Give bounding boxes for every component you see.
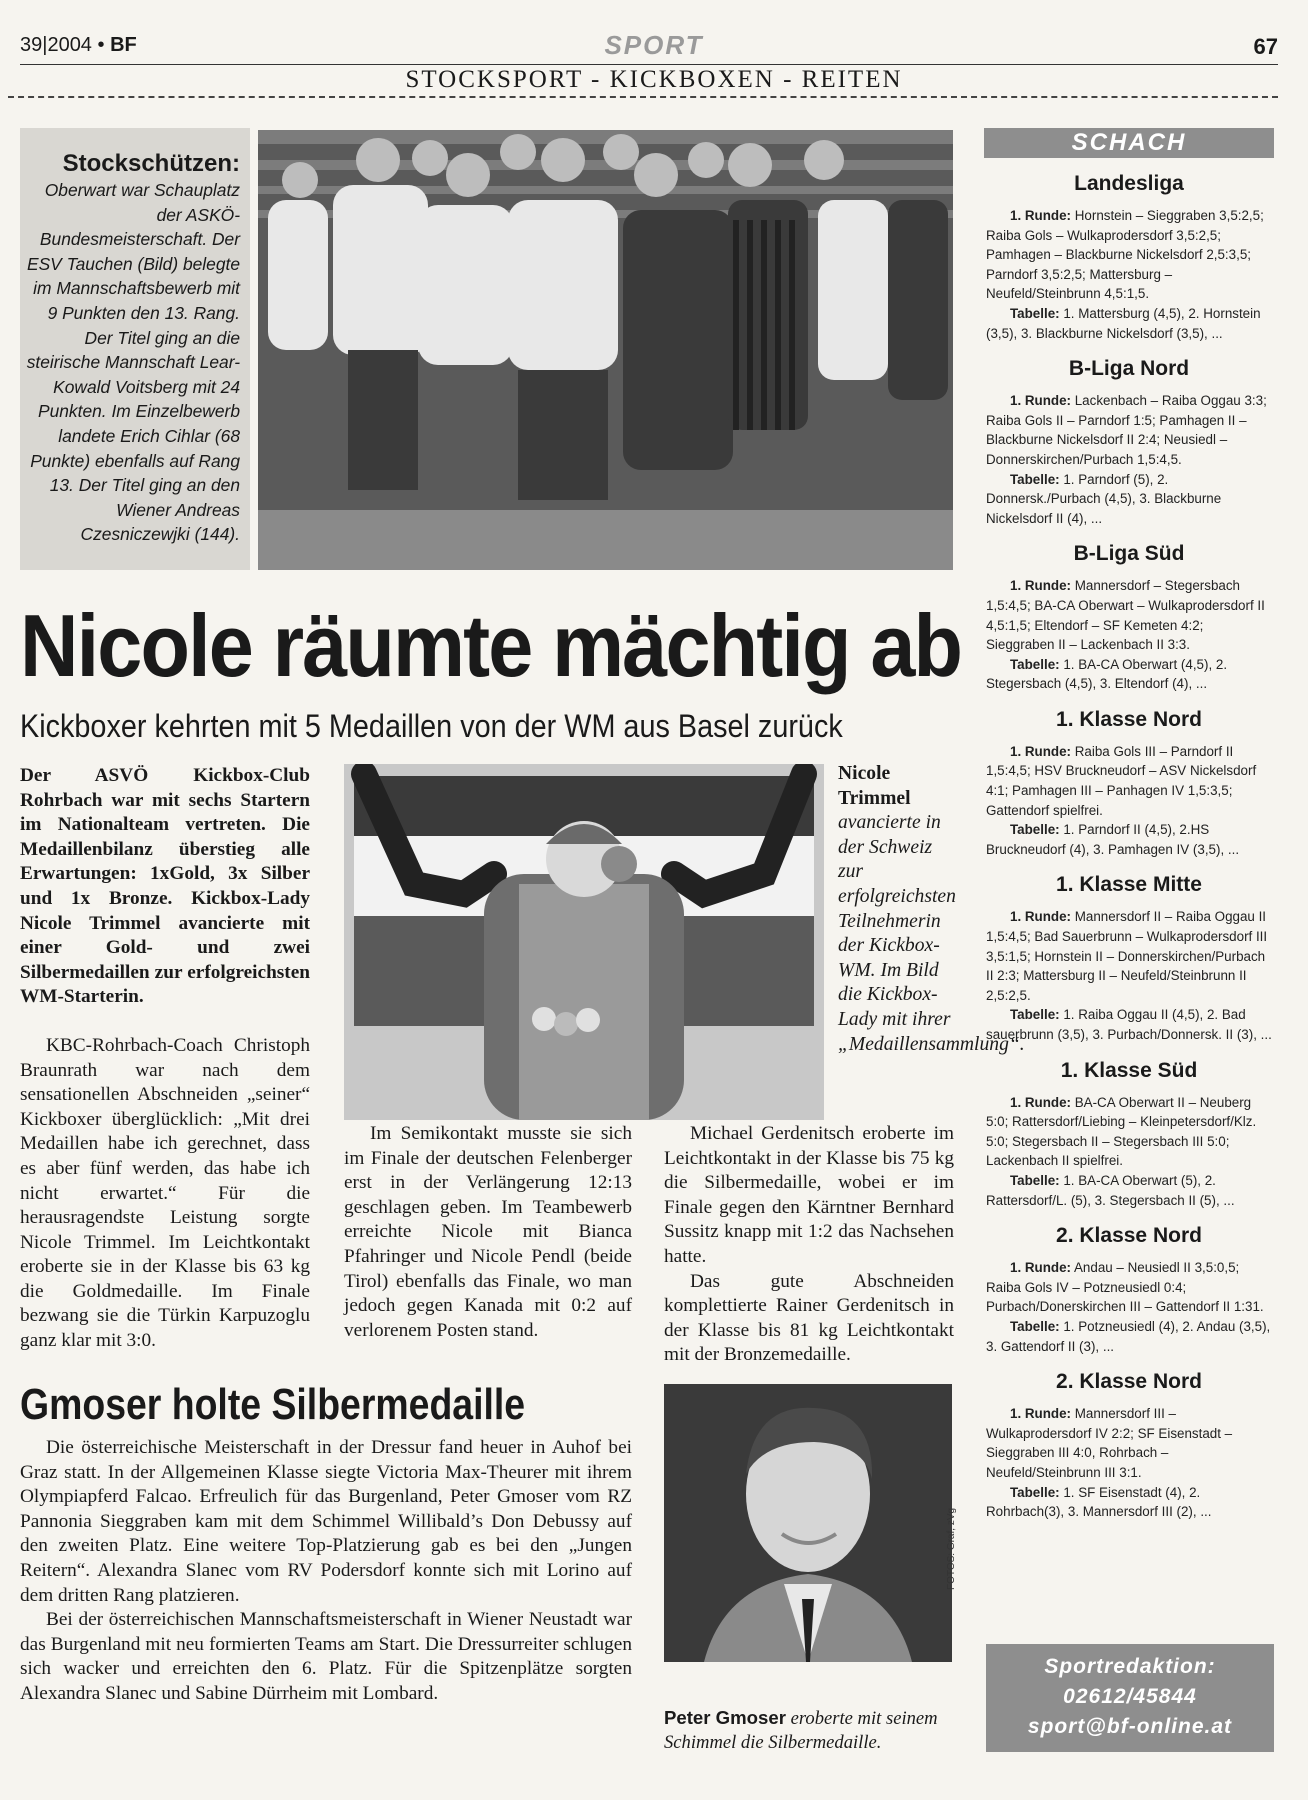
article-paragraph: Michael Gerdenitsch eroberte im Leichtkontakt in der Klasse bis 75 kg die Silbermedaille, wobei er im Finale gegen den Kärntner Bernhard Sussitz knapp mit 1:2 das Nachsehen hatte. [664, 1123, 954, 1267]
league-round [986, 742, 1274, 820]
article-paragraph: Die österreichische Meisterschaft in der Dressur fand heuer in Auhof bei Graz statt. In der Allgemeinen Klasse siegte Victoria Max-Theurer mit ihrem Olympiapferd Falcao. Erfreulich für das Burgenland, Peter Gmoser vom RZ Pannonia Sieggraben kam mit dem Schimmel Willibald’s Don Debussy auf den zweiten Platz. Eine weitere Top-Platzierung gab es bei den „Jungen Reitern“. Alexandra Slanec vom RV Podersdorf konnte sich mit Lorino auf dem dritten Rang platzieren. [20, 1437, 632, 1606]
league-table [986, 655, 1274, 694]
league-title: 1. Klasse Mitte [1056, 873, 1202, 897]
league-round [986, 206, 1274, 304]
team-photo [258, 130, 953, 570]
league-title: Landesliga [1074, 172, 1184, 195]
league-table [986, 1483, 1274, 1522]
contact-box [986, 1644, 1274, 1752]
caption-text: eroberte mit seinem Schimmel die Silbermedaille. [664, 1708, 938, 1753]
table-label: Tabelle: [1010, 1318, 1060, 1334]
article-lead: Der ASVÖ Kickbox-Club Rohrbach war mit sechs Startern im Nationalteam vertreten. Die Medaillenbilanz überstieg alle Erwartungen: 1xGold, 3x Silber und 1x Bronze. Kickbox-Lady Nicole Trimmel avancierte mit einer Gold- und zwei Silbermedaillen zur erfolgreichsten WM-Starterin. [20, 765, 310, 1008]
league-round [986, 391, 1274, 469]
league-table [986, 304, 1274, 343]
section-subtitle: STOCKSPORT - KICKBOXEN - REITEN [405, 66, 903, 93]
article-headline: Nicole räumte mächtig ab [20, 596, 962, 695]
league-round [986, 1258, 1274, 1317]
league-block [984, 708, 1274, 860]
article-paragraph: Das gute Abschneiden komplettierte Rainer Gerdenitsch in der Klasse bis 81 kg Leichtkontakt mit der Bronzemedaille. [664, 1270, 954, 1366]
league-block [984, 1370, 1274, 1522]
stockschuetzen-title: Stockschützen: [62, 150, 240, 177]
round-results: Lackenbach – Raiba Oggau 3:3; Raiba Gols II – Parndorf 1:5; Pamhagen II – Blackburne Nickelsdorf II 2:4; Neusiedl – Donnerskirchen/Purbach 1,5:4,5. [986, 393, 1267, 467]
round-results: Mannersdorf II – Raiba Oggau II 1,5:4,5; Bad Sauerbrunn – Wulkaprodersdorf III 3,5:1,5; Hornstein II – Donnerskirchen/Purbach II 2:3; Mattersburg II – Neufeld/Steinbrunn II 2,5:2,5. [986, 909, 1268, 1003]
round-results: Hornstein – Sieggraben 3,5:2,5; Raiba Gols – Wulkaprodersdorf 3,5:2,5; Pamhagen – Blackburne Nickelsdorf 2,5:3,5; Parndorf 3,5:2,5; Mattersburg – Neufeld/Steinbrunn 4,5:1,5. [986, 208, 1264, 302]
table-label: Tabelle: [1010, 1007, 1060, 1023]
stockschuetzen-text: Oberwart war Schauplatz der ASKÖ-Bundesmeisterschaft. Der ESV Tauchen (Bild) belegte im Mannschaftsbewerb mit 9 Punkten den 13. Rang. Der Titel ging an die steirische Mannschaft Lear-Kowald Voitsberg mit 24 Punkten. Im Einzelbewerb landete Erich Cihlar (68 Punkte) ebenfalls auf Rang 13. Der Titel ging an den Wiener Andreas Czesniczewjki (144). [26, 180, 240, 545]
round-label: 1. Runde: [1010, 578, 1072, 594]
table-standings: 1. Parndorf II (4,5), 2.HS Bruckneudorf (4), 3. Pamhagen IV (3,5), ... [986, 822, 1240, 857]
league-block [984, 1224, 1274, 1356]
round-results: Mannersdorf III – Wulkaprodersdorf IV 2:2; SF Eisenstadt – Sieggraben III 4:0, Rohrbach – Neufeld/Steinbrunn III 3:1. [986, 1406, 1233, 1480]
round-results: Raiba Gols III – Parndorf II 1,5:4,5; HSV Bruckneudorf – ASV Nickelsdorf 4:1; Pamhagen III – Panhagen IV 1,5:3,5; Gattendorf spielfrei. [986, 743, 1257, 818]
round-label: 1. Runde: [1010, 1406, 1072, 1422]
header-dashed-divider [8, 96, 1278, 98]
caption-name: Peter Gmoser [664, 1707, 786, 1728]
table-label: Tabelle: [1010, 1484, 1060, 1500]
league-table [986, 1005, 1274, 1044]
league-block [984, 357, 1274, 528]
table-standings: 1. BA-CA Oberwart (4,5), 2. Stegersbach (4,5), 3. Eltendorf (4), ... [986, 656, 1228, 692]
article-paragraph: Im Semikontakt musste sie sich im Finale der deutschen Felenberger erst in der Verlängerung 12:13 geschlagen geben. Im Teambewerb erreichte Nicole mit Bianca Pfahringer und Nicole Pendl (beide Tirol) ebenfalls das Finale, wo man jedoch gegen Kanada mit 0:2 auf verlorenem Posten stand. [344, 1123, 632, 1341]
contact-title: Sportredaktion: [1044, 1655, 1216, 1678]
schach-column [984, 128, 1274, 1522]
league-table [986, 1317, 1274, 1356]
table-label: Tabelle: [1010, 656, 1060, 672]
gmoser-caption [664, 1706, 964, 1755]
league-round [986, 907, 1274, 1005]
article-paragraph: Bei der österreichischen Mannschaftsmeisterschaft in Wiener Neustadt war das Burgenland mit neu formierten Teams am Start. Die Dressurreiter schlugen sich wacker und erreichten den 6. Platz. Für die Spitzenplätze sorgten Alexandra Slanec und Sabine Dürrheim mit Lombard. [20, 1609, 632, 1704]
schach-banner: SCHACH [984, 128, 1274, 158]
league-title: 2. Klasse Nord [1056, 1224, 1202, 1248]
stockschuetzen-box [20, 128, 250, 570]
league-round [986, 1093, 1274, 1171]
article2-headline: Gmoser holte Silbermedaille [20, 1380, 526, 1429]
round-label: 1. Runde: [1010, 208, 1072, 223]
round-label: 1. Runde: [1010, 393, 1072, 409]
round-label: 1. Runde: [1010, 743, 1072, 759]
separator-dot: • [97, 34, 105, 56]
article-column-1 [20, 764, 310, 1354]
table-standings: 1. BA-CA Oberwart (5), 2. Rattersdorf/L. (5), 3. Stegersbach II (5), ... [986, 1172, 1235, 1208]
article-paragraph: KBC-Rohrbach-Coach Christoph Braunrath war nach dem sensationellen Abschneiden „seiner“ Kickboxer überglücklich: „Mit drei Medaillen habe ich gerechnet, dass es aber fünf werden, das habe ich nicht erwartet.“ Für die herausragendste Leistung sorgte Nicole Trimmel. Im Leichtkontakt eroberte sie in der Klasse bis 63 kg die Goldmedaille. Im Finale bezwang sie die Türkin Karpuzoglu ganz klar mit 3:0. [20, 1034, 310, 1352]
league-block [984, 873, 1274, 1044]
table-label: Tabelle: [1010, 471, 1060, 487]
league-title: B-Liga Nord [1068, 357, 1190, 381]
table-standings: 1. Raiba Oggau II (4,5), 2. Bad sauerbrunn (3,5), 3. Purbach/Donnersk. II (3), ... [986, 1007, 1272, 1042]
league-block [984, 542, 1274, 694]
table-standings: 1. Potzneusiedl (4), 2. Andau (3,5), 3. Gattendorf II (3), ... [986, 1318, 1271, 1354]
caption-text: avancierte in der Schweiz zur erfolgreichsten Teilnehmerin der Kickbox-WM. Im Bild die Kickbox-Lady mit ihrer „Medaillensammlung“. [838, 812, 1025, 1055]
round-results: Mannersdorf – Stegersbach 1,5:4,5; BA-CA Oberwart – Wulkaprodersdorf II 4,5:1,5; Eltendorf – SF Kemeten 4:2; Sieggraben II – Lackenbach II 3:3. [986, 578, 1265, 653]
league-round [986, 576, 1274, 654]
gmoser-photo [664, 1384, 952, 1662]
header-rule [20, 64, 1278, 65]
league-table [986, 470, 1274, 529]
photo-credit: FOTOS: Graf, zVg [946, 1507, 957, 1590]
table-standings: 1. Mattersburg (4,5), 2. Hornstein (3,5), 3. Blackburne Nickelsdorf (3,5), ... [986, 305, 1261, 341]
table-label: Tabelle: [1010, 822, 1060, 838]
nicole-photo [344, 764, 824, 1120]
table-label: Tabelle: [1010, 305, 1060, 321]
league-title: 2. Klasse Nord [1056, 1370, 1202, 1394]
table-standings: 1. SF Eisenstadt (4), 2. Rohrbach(3), 3. Mannersdorf III (2), ... [986, 1484, 1212, 1520]
league-round [986, 1404, 1274, 1482]
league-title: 1. Klasse Süd [1060, 1058, 1198, 1082]
league-table [986, 820, 1274, 859]
article2-body [20, 1436, 632, 1707]
issue-number: 39|2004 [20, 34, 92, 56]
contact-email[interactable]: sport@bf-online.at [1027, 1715, 1233, 1738]
nicole-caption [838, 762, 1025, 1057]
caption-name: Nicole Trimmel [838, 763, 911, 809]
league-block [984, 1059, 1274, 1211]
league-title: 1. Klasse Nord [1056, 707, 1202, 731]
article-subheadline: Kickboxer kehrten mit 5 Medaillen von der WM aus Basel zurück [20, 708, 843, 744]
paper-logo: BF [110, 34, 137, 56]
article-column-3 [664, 1122, 954, 1368]
table-label: Tabelle: [1010, 1172, 1060, 1188]
page-number: 67 [1253, 34, 1278, 59]
section-title: SPORT [604, 30, 704, 60]
league-table [986, 1171, 1274, 1210]
round-results: BA-CA Oberwart II – Neuberg 5:0; Rattersdorf/Liebing – Kleinpetersdorf/Klz. 5:0; Stegersbach II – Stegersbach III 5:0; Lackenbach II spielfrei. [986, 1094, 1257, 1169]
round-label: 1. Runde: [1010, 909, 1072, 925]
article-column-2 [344, 1122, 632, 1343]
contact-phone[interactable]: 02612/45844 [1063, 1685, 1197, 1708]
round-label: 1. Runde: [1010, 1260, 1072, 1276]
round-results: Andau – Neusiedl II 3,5:0,5; Raiba Gols IV – Potzneusiedl 0:4; Purbach/Donerskirchen III – Gattendorf II 1:31. [986, 1260, 1264, 1315]
league-block [984, 172, 1274, 343]
league-title: B-Liga Süd [1073, 542, 1185, 566]
round-label: 1. Runde: [1010, 1094, 1072, 1110]
table-standings: 1. Parndorf (5), 2. Donnersk./Purbach (4,5), 3. Blackburne Nickelsdorf II (4), ... [986, 471, 1222, 526]
